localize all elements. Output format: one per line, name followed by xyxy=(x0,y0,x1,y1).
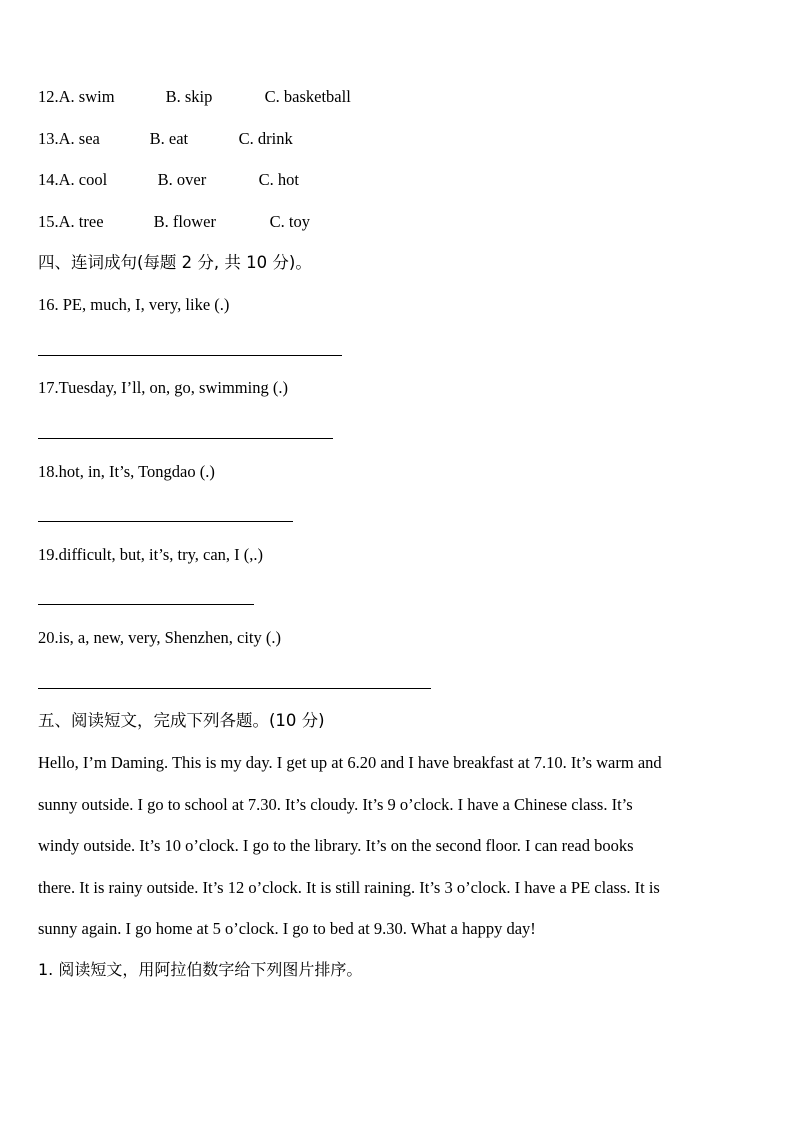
choice-row-15 xyxy=(38,212,310,232)
choice-option-a: A. tree xyxy=(58,212,104,231)
choice-number: 12. xyxy=(38,87,59,106)
choice-number: 15. xyxy=(38,212,59,231)
choice-number: 13. xyxy=(38,129,59,148)
passage-line: Hello, I’m Daming. This is my day. I get up at 6.20 and I have breakfast at 7.10. It’s warm and xyxy=(38,753,662,772)
choice-option-b: B. skip xyxy=(165,87,213,106)
passage-line: sunny outside. I go to school at 7.30. It’s cloudy. It’s 9 o’clock. I have a Chinese class. It’s xyxy=(38,794,633,814)
item-number: 19. xyxy=(38,545,59,564)
item-number: 16. xyxy=(38,295,59,314)
choice-option-c: C. basketball xyxy=(264,87,351,106)
passage-line: there. It is rainy outside. It’s 12 o’clock. It is still raining. It’s 3 o’clock. I have a PE class. It is xyxy=(38,877,660,897)
choice-option-c: C. hot xyxy=(258,170,299,189)
question-1-instruction: 1. 阅读短文，用阿拉伯数字给下列图片排序。 xyxy=(38,960,363,979)
choice-row-13 xyxy=(38,129,293,149)
answer-line-18[interactable] xyxy=(38,521,293,522)
answer-line-20[interactable] xyxy=(38,688,431,689)
item-words: is, a, new, very, Shenzhen, city (.) xyxy=(58,628,281,647)
choice-option-c: C. drink xyxy=(238,129,293,148)
choice-row-12 xyxy=(38,87,351,107)
answer-line-19[interactable] xyxy=(38,604,254,605)
section-4-title: 四、连词成句(每题 2 分, 共 10 分)。 xyxy=(38,253,312,272)
section-5-title: 五、阅读短文，完成下列各题。(10 分) xyxy=(38,711,325,730)
sentence-item-16 xyxy=(38,295,229,315)
choice-option-a: A. swim xyxy=(58,87,115,106)
sentence-item-18 xyxy=(38,462,215,482)
choice-option-a: A. sea xyxy=(58,129,100,148)
answer-line-16[interactable] xyxy=(38,355,342,356)
item-number: 18. xyxy=(38,462,59,481)
choice-option-a: A. cool xyxy=(58,170,108,189)
item-number: 17. xyxy=(38,378,59,397)
item-words: hot, in, It’s, Tongdao (.) xyxy=(58,462,215,481)
item-number: 20. xyxy=(38,628,59,647)
choice-row-14 xyxy=(38,170,299,190)
choice-option-b: B. flower xyxy=(153,212,216,231)
answer-line-17[interactable] xyxy=(38,438,333,439)
sentence-item-17 xyxy=(38,378,288,398)
choice-option-b: B. over xyxy=(157,170,207,189)
choice-number: 14. xyxy=(38,170,59,189)
choice-option-b: B. eat xyxy=(149,129,189,148)
passage-line: sunny again. I go home at 5 o’clock. I go to bed at 9.30. What a happy day! xyxy=(38,919,536,938)
reading-passage xyxy=(38,742,754,950)
item-words: difficult, but, it’s, try, can, I (,.) xyxy=(58,545,263,564)
passage-line: windy outside. It’s 10 o’clock. I go to the library. It’s on the second floor. I can read books xyxy=(38,836,634,855)
sentence-item-19 xyxy=(38,545,263,565)
choice-option-c: C. toy xyxy=(269,212,310,231)
sentence-item-20 xyxy=(38,628,281,648)
item-words: PE, much, I, very, like (.) xyxy=(58,295,230,314)
item-words: Tuesday, I’ll, on, go, swimming (.) xyxy=(58,378,288,397)
